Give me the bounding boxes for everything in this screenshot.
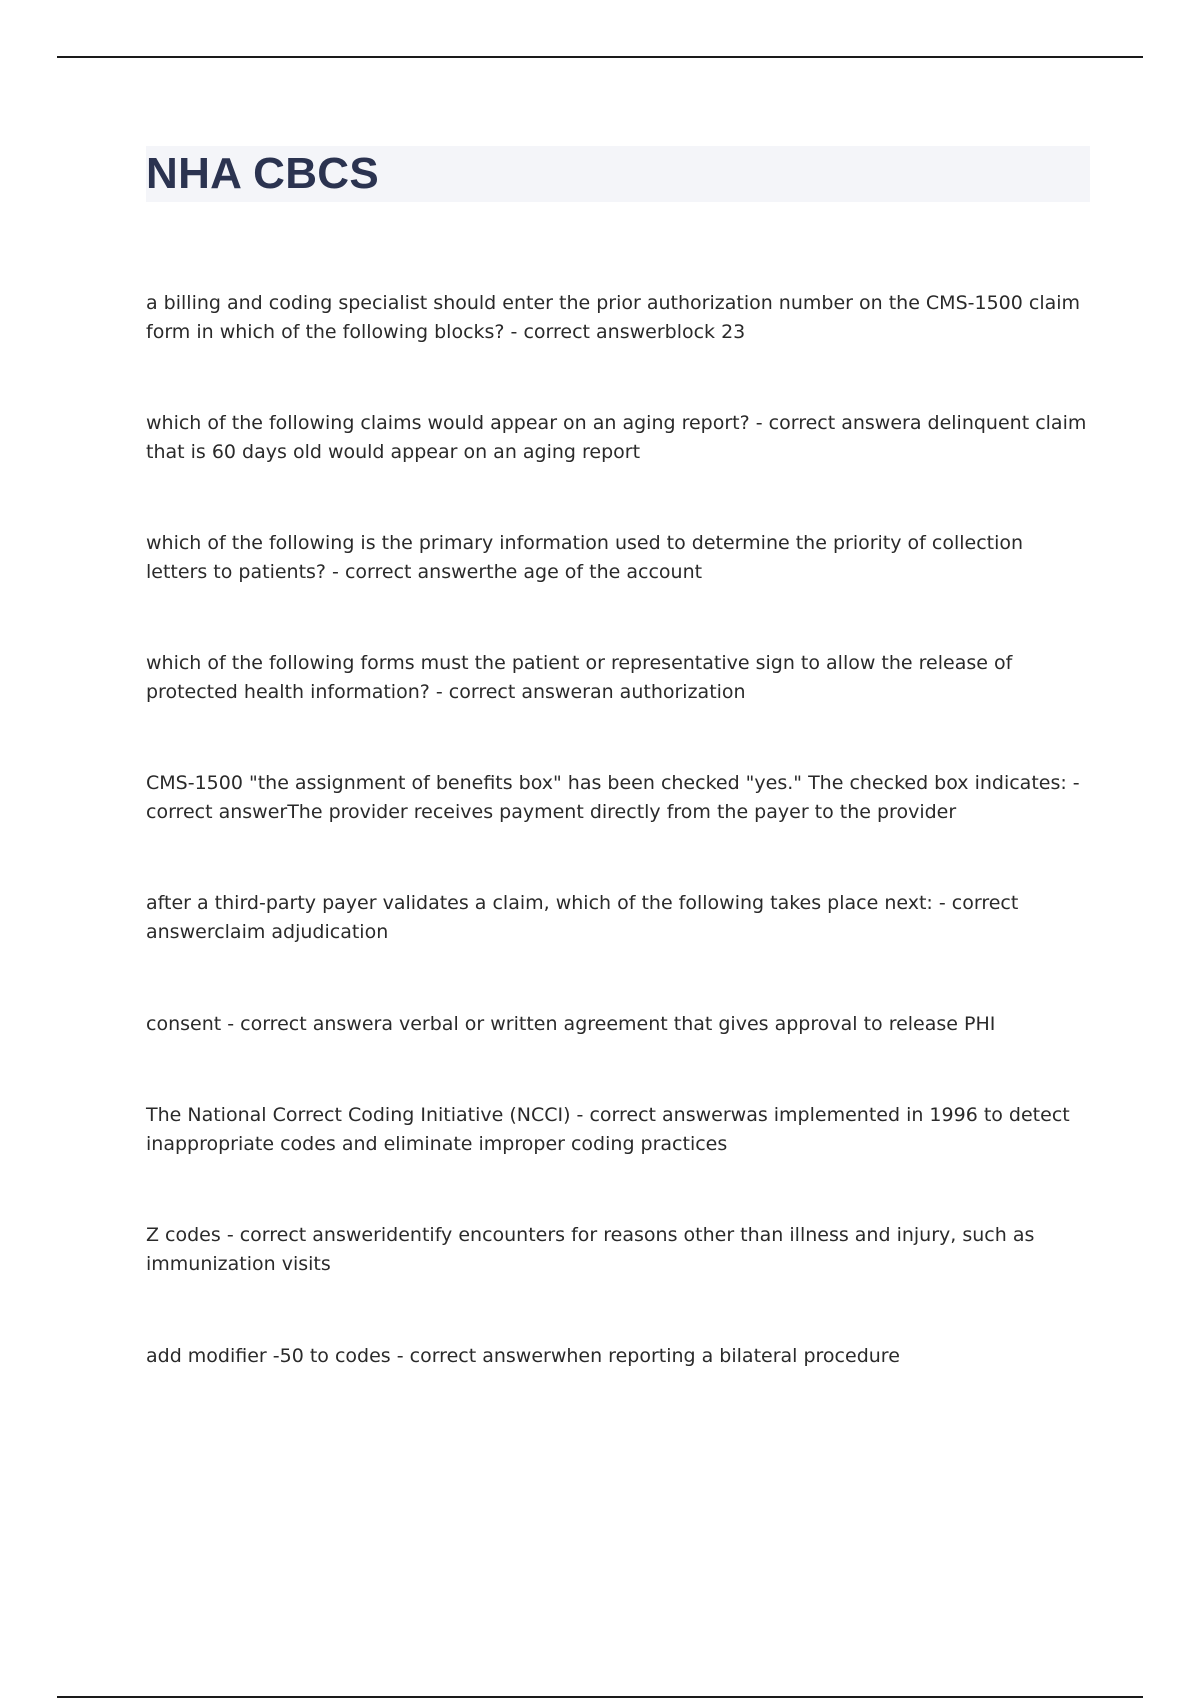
qa-item: a billing and coding specialist should enter the prior authorization number on the CMS-1500 claim form in which of the following blocks? - correct answerblock 23 [146, 292, 1081, 343]
qa-item: which of the following claims would appear on an aging report? - correct answera delinquent claim that is 60 days old would appear on an aging report [146, 412, 1087, 463]
qa-item: which of the following is the primary information used to determine the priority of collection letters to patients? - correct answerthe age of the account [146, 532, 1024, 583]
qa-item: which of the following forms must the patient or representative sign to allow the release of protected health information? - correct answeran authorization [146, 652, 1013, 703]
document-title: NHA CBCS [146, 149, 379, 198]
qa-item: after a third-party payer validates a claim, which of the following takes place next: - correct answerclaim adjudication [146, 892, 1019, 943]
top-divider [57, 56, 1143, 58]
qa-item: add modifier -50 to codes - correct answerwhen reporting a bilateral procedure [146, 1345, 900, 1367]
qa-item: Z codes - correct answeridentify encounters for reasons other than illness and injury, such as immunization visits [146, 1224, 1035, 1275]
qa-item: CMS-1500 "the assignment of benefits box" has been checked "yes." The checked box indicates: - correct answerThe provider receives payment directly from the payer to the provider [146, 772, 1080, 823]
qa-item: The National Correct Coding Initiative (NCCI) - correct answerwas implemented in 1996 to detect inappropriate codes and eliminate improper coding practices [146, 1104, 1070, 1155]
bottom-divider [57, 1696, 1143, 1698]
qa-item: consent - correct answera verbal or written agreement that gives approval to release PHI [146, 1013, 996, 1035]
